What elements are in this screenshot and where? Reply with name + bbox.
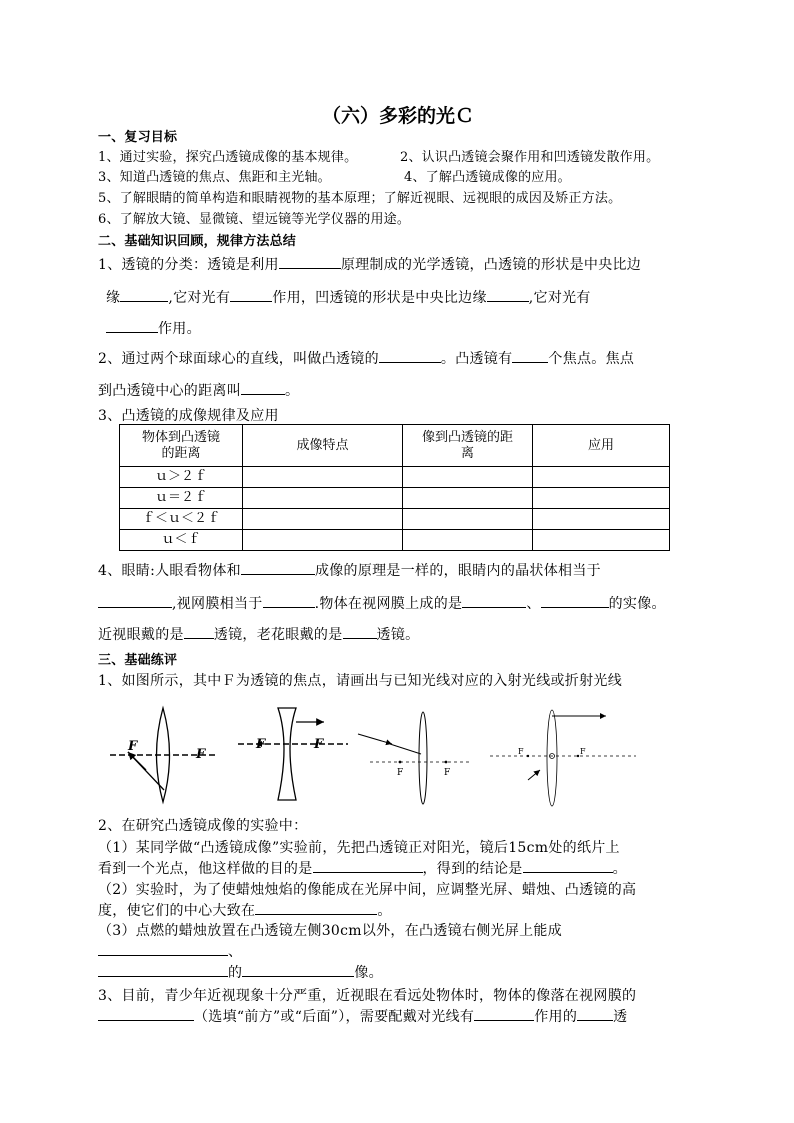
svg-text:F: F xyxy=(444,768,451,778)
answer-cell[interactable] xyxy=(243,530,403,551)
row-condition: ｕ＜ｆ xyxy=(120,530,243,551)
table-row xyxy=(120,509,670,530)
question-eye: 4、眼睛:人眼看物体和 成像的原理是一样的，眼睛内的晶状体相当于 xyxy=(98,560,601,580)
row-condition: ｕ＞２ｆ xyxy=(120,467,243,488)
table-row xyxy=(120,488,670,509)
question-lens-type-end: 作用。 xyxy=(106,318,201,338)
goal-5: 5、了解眼睛的简单构造和眼睛视物的基本原理；了解近视眼、远视眼的成因及矫正方法。 xyxy=(98,191,622,206)
header-application: 应用 xyxy=(533,425,670,467)
figure-convex-lens-3 xyxy=(490,710,636,806)
experiment-part-2: （2）实验时，为了使蜡烛烛焰的像能成在光屏中间，应调整光屏、蜡烛、凸透镜的高 xyxy=(98,882,637,898)
experiment-part-2-cont: 度，使它们的中心大致在 。 xyxy=(98,900,392,920)
answer-blank[interactable] xyxy=(343,624,377,639)
answer-blank[interactable] xyxy=(512,348,548,363)
figure-convex-lens-2 xyxy=(358,712,470,804)
answer-blank[interactable] xyxy=(541,593,609,608)
svg-text:F: F xyxy=(518,747,524,756)
answer-cell[interactable] xyxy=(533,509,670,530)
answer-blank[interactable] xyxy=(263,593,315,608)
page-title: （六）多彩的光Ｃ xyxy=(322,105,475,127)
svg-text:F: F xyxy=(397,768,404,778)
table-row xyxy=(120,467,670,488)
header-image-features: 成像特点 xyxy=(243,425,403,467)
answer-cell[interactable] xyxy=(533,488,670,509)
experiment-part-1: （1）某同学做“凸透镜成像”实验前，先把凸透镜正对阳光，镜后15cm处的纸片上 xyxy=(98,840,620,856)
answer-cell[interactable] xyxy=(403,509,533,530)
answer-blank[interactable] xyxy=(241,380,285,395)
answer-blank[interactable] xyxy=(255,900,377,915)
answer-blank[interactable] xyxy=(241,560,315,575)
lens-figures xyxy=(108,700,688,810)
figure-convex-lens-1 xyxy=(110,708,218,802)
answer-blank[interactable] xyxy=(474,1006,534,1021)
imaging-rules-table xyxy=(119,424,670,551)
answer-blank[interactable] xyxy=(279,254,341,269)
question-focal-length: 到凸透镜中心的距离叫 。 xyxy=(98,380,299,400)
goal-3: 3、知道凸透镜的焦点、焦距和主光轴。 xyxy=(98,170,331,185)
question-glasses: 近视眼戴的是 透镜，老花眼戴的是 透镜。 xyxy=(98,624,419,644)
answer-blank[interactable] xyxy=(487,287,529,302)
svg-text:F: F xyxy=(196,747,206,762)
question-imaging-rules: 3、凸透镜的成像规律及应用 xyxy=(98,408,279,424)
question-lens-type: 1、透镜的分类：透镜是利用 原理制成的光学透镜，凸透镜的形状是中央比边 xyxy=(98,254,641,274)
answer-blank[interactable] xyxy=(120,287,168,302)
svg-text:F: F xyxy=(314,737,324,752)
answer-blank[interactable] xyxy=(577,1006,613,1021)
experiment-part-3: （3）点燃的蜡烛放置在凸透镜左侧30cm以外，在凸透镜右侧光屏上能成 xyxy=(98,923,563,939)
question-principal-axis: 2、通过两个球面球心的直线，叫做凸透镜的 。凸透镜有 个焦点。焦点 xyxy=(98,348,634,368)
answer-blank[interactable] xyxy=(462,593,526,608)
question-eye-cont: ,视网膜相当于 .物体在视网膜上成的是 、 的实像。 xyxy=(98,593,666,613)
experiment-part-1-cont: 看到一个光点，他这样做的目的是 ，得到的结论是 。 xyxy=(98,858,627,878)
row-condition: ｕ＝２ｆ xyxy=(120,488,243,509)
figure-concave-lens xyxy=(238,708,348,800)
answer-cell[interactable] xyxy=(403,467,533,488)
goal-6: 6、了解放大镜、显微镜、望远镜等光学仪器的用途。 xyxy=(98,212,411,227)
answer-blank[interactable] xyxy=(313,858,423,873)
question-myopia-cont: （选填“前方”或“后面”），需要配戴对光线有 作用的 透 xyxy=(98,1006,627,1026)
section-heading-practice: 三、基础练评 xyxy=(98,653,178,668)
question-experiment: 2、在研究凸透镜成像的实验中： xyxy=(98,818,308,834)
answer-cell[interactable] xyxy=(243,467,403,488)
goal-1: 1、通过实验，探究凸透镜成像的基本规律。 xyxy=(98,150,358,165)
answer-cell[interactable] xyxy=(533,530,670,551)
answer-blank[interactable] xyxy=(98,962,228,977)
section-heading-goals: 一、复习目标 xyxy=(98,130,178,145)
answer-blank[interactable] xyxy=(379,348,441,363)
answer-cell[interactable] xyxy=(243,509,403,530)
svg-text:F: F xyxy=(256,737,266,752)
answer-blank[interactable] xyxy=(106,318,158,333)
answer-blank[interactable] xyxy=(230,287,272,302)
answer-blank[interactable] xyxy=(184,624,214,639)
header-object-distance: 物体到凸透镜 的距离 xyxy=(120,425,243,467)
answer-blank[interactable] xyxy=(523,858,613,873)
answer-blank[interactable] xyxy=(98,1006,194,1021)
table-row xyxy=(120,530,670,551)
answer-blank[interactable] xyxy=(242,962,354,977)
question-ray-diagram: 1、如图所示，其中Ｆ为透镜的焦点，请画出与已知光线对应的入射光线或折射光线 xyxy=(98,673,623,689)
svg-text:F: F xyxy=(580,747,586,756)
header-image-distance: 像到凸透镜的距 离 xyxy=(403,425,533,467)
section-heading-review: 二、基础知识回顾，规律方法总结 xyxy=(98,234,297,249)
answer-cell[interactable] xyxy=(533,467,670,488)
answer-cell[interactable] xyxy=(403,530,533,551)
row-condition: ｆ＜ｕ＜２ｆ xyxy=(120,509,243,530)
answer-cell[interactable] xyxy=(403,488,533,509)
goal-4: 4、了解凸透镜成像的应用。 xyxy=(404,170,571,185)
answer-blank[interactable] xyxy=(98,941,228,956)
experiment-part-3-blank: 、 xyxy=(98,941,242,961)
answer-cell[interactable] xyxy=(243,488,403,509)
experiment-part-3-cont: 的 像。 xyxy=(98,962,383,982)
question-lens-type-cont: 缘 ,它对光有 作用，凹透镜的形状是中央比边缘 ,它对光有 xyxy=(106,287,591,307)
question-myopia: 3、目前，青少年近视现象十分严重，近视眼在看远处物体时，物体的像落在视网膜的 xyxy=(98,988,637,1004)
goal-2: 2、认识凸透镜会聚作用和凹透镜发散作用。 xyxy=(400,150,660,165)
svg-text:F: F xyxy=(128,739,138,754)
table-header-row xyxy=(120,425,670,467)
answer-blank[interactable] xyxy=(98,593,172,608)
